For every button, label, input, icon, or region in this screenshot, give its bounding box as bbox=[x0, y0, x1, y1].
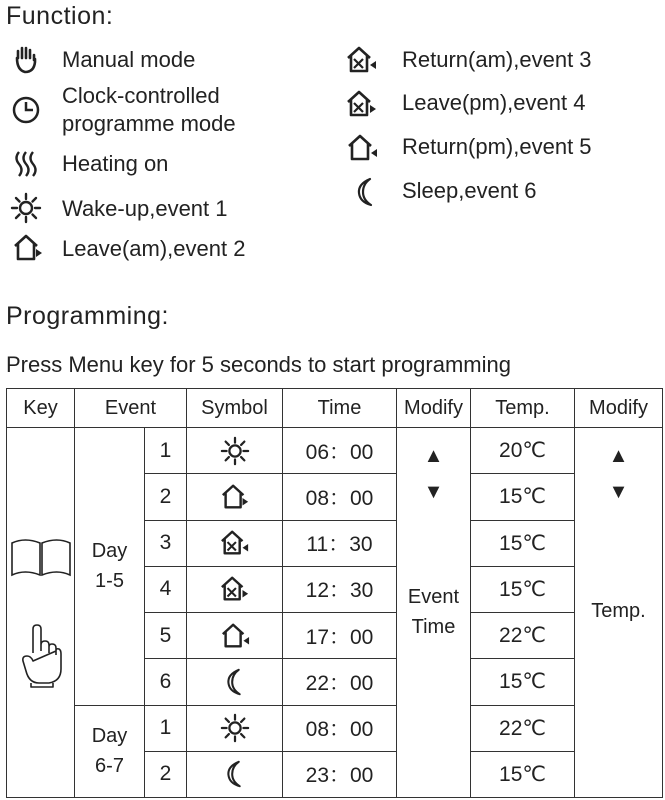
sun-icon bbox=[187, 436, 282, 466]
book-icon bbox=[7, 537, 74, 577]
hand-icon bbox=[10, 44, 42, 76]
table-row bbox=[7, 428, 663, 474]
sun-icon bbox=[187, 713, 282, 743]
event-temp: 20℃ bbox=[471, 428, 575, 474]
event-temp: 15℃ bbox=[471, 566, 575, 612]
event-number: 1 bbox=[145, 705, 187, 751]
event-time: 06：00 bbox=[283, 428, 397, 474]
up-arrow-icon: ▲ bbox=[423, 445, 444, 467]
legend-leave-pm: Leave(pm),event 4 bbox=[402, 90, 586, 115]
programming-intro: Press Menu key for 5 seconds to start programming bbox=[6, 352, 511, 377]
event-temp: 15℃ bbox=[471, 659, 575, 705]
legend-clock-line2: programme mode bbox=[62, 111, 236, 136]
house-leave-pm-icon bbox=[187, 574, 282, 604]
down-arrow-icon: ▼ bbox=[423, 481, 444, 503]
event-temp: 22℃ bbox=[471, 705, 575, 751]
table-row bbox=[7, 705, 663, 751]
header-temp: Temp. bbox=[471, 389, 575, 428]
event-number: 6 bbox=[145, 659, 187, 705]
event-time: 08：00 bbox=[283, 474, 397, 520]
group-day-6-7-line2: 6-7 bbox=[95, 755, 124, 778]
legend-heating-on: Heating on bbox=[62, 151, 169, 176]
programming-heading: Programming: bbox=[6, 302, 169, 330]
event-number: 2 bbox=[145, 474, 187, 520]
group-day-1-5-line2: 1-5 bbox=[95, 570, 124, 593]
modify-time-label-line1: Event bbox=[407, 586, 460, 608]
legend-sleep: Sleep,event 6 bbox=[402, 178, 537, 203]
modify-temp-label: Temp. bbox=[591, 600, 646, 622]
event-temp: 15℃ bbox=[471, 474, 575, 520]
event-time: 11：30 bbox=[283, 520, 397, 566]
up-arrow-icon: ▲ bbox=[608, 445, 629, 467]
key-cell bbox=[7, 428, 75, 798]
header-symbol: Symbol bbox=[187, 389, 283, 428]
event-time: 23：00 bbox=[283, 751, 397, 797]
legend-wake-up: Wake-up,event 1 bbox=[62, 196, 228, 221]
clock-icon bbox=[10, 94, 42, 126]
house-return-pm-icon bbox=[346, 132, 378, 164]
header-key: Key bbox=[7, 389, 75, 428]
programming-table bbox=[6, 388, 663, 798]
event-number: 5 bbox=[145, 613, 187, 659]
header-modify-temp: Modify bbox=[575, 389, 663, 428]
house-return-am-icon bbox=[346, 44, 378, 76]
legend-return-am: Return(am),event 3 bbox=[402, 47, 592, 72]
group-day-1-5-line1: Day bbox=[91, 540, 128, 563]
house-return-pm-icon bbox=[187, 621, 282, 651]
sun-icon bbox=[10, 192, 42, 224]
event-temp: 15℃ bbox=[471, 520, 575, 566]
event-time: 22：00 bbox=[283, 659, 397, 705]
house-return-am-icon bbox=[187, 528, 282, 558]
table-header-row bbox=[7, 389, 663, 428]
down-arrow-icon: ▼ bbox=[608, 481, 629, 503]
event-time: 08：00 bbox=[283, 705, 397, 751]
legend-return-pm: Return(pm),event 5 bbox=[402, 134, 592, 159]
function-heading: Function: bbox=[6, 2, 114, 30]
event-number: 1 bbox=[145, 428, 187, 474]
pointing-hand-icon bbox=[7, 623, 74, 689]
header-modify-time: Modify bbox=[397, 389, 471, 428]
event-temp: 15℃ bbox=[471, 751, 575, 797]
moon-icon bbox=[187, 759, 282, 789]
house-leave-icon bbox=[187, 482, 282, 512]
event-number: 3 bbox=[145, 520, 187, 566]
legend-manual-mode: Manual mode bbox=[62, 47, 196, 72]
modify-time-label-line2: Time bbox=[411, 616, 456, 638]
group-day-1-5 bbox=[75, 428, 145, 706]
heat-icon bbox=[10, 148, 42, 180]
modify-time-cell bbox=[397, 428, 471, 798]
legend-leave-am: Leave(am),event 2 bbox=[62, 236, 246, 261]
group-day-6-7 bbox=[75, 705, 145, 798]
event-number: 2 bbox=[145, 751, 187, 797]
house-leave-icon bbox=[12, 232, 44, 264]
header-time: Time bbox=[283, 389, 397, 428]
event-number: 4 bbox=[145, 566, 187, 612]
house-leave-pm-icon bbox=[346, 88, 378, 120]
event-time: 12：30 bbox=[283, 566, 397, 612]
legend-clock-line1: Clock-controlled bbox=[62, 83, 220, 108]
modify-temp-cell bbox=[575, 428, 663, 798]
moon-icon bbox=[187, 667, 282, 697]
group-day-6-7-line1: Day bbox=[91, 725, 128, 748]
header-event: Event bbox=[75, 389, 187, 428]
moon-icon bbox=[350, 176, 382, 208]
event-time: 17：00 bbox=[283, 613, 397, 659]
event-temp: 22℃ bbox=[471, 613, 575, 659]
